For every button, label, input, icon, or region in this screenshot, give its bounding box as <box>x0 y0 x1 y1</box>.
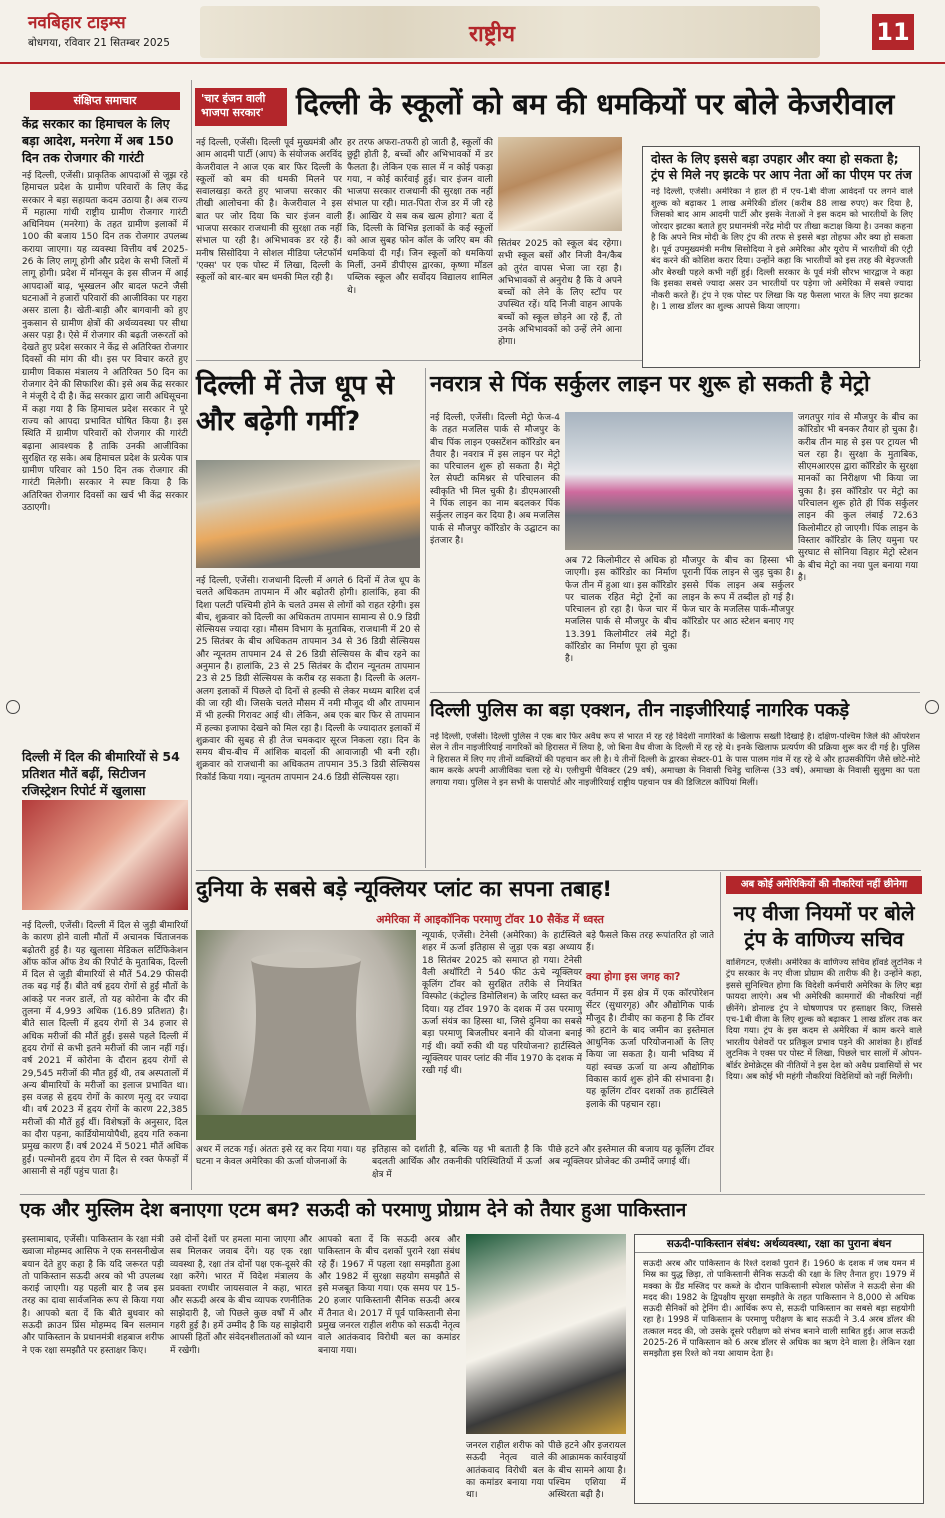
nuclear-question-subhead: क्या होगा इस जगह का? <box>586 971 681 983</box>
trump-box-headline[interactable]: दोस्त के लिए इससे बड़ा उपहार और क्या हो सकता है; ट्रंप से मिले नए झटके पर आप नेता ओं का पीएम पर तंज <box>651 151 912 182</box>
issue-date: बोधगया, रविवार 21 सितम्बर 2025 <box>28 37 170 49</box>
metro-train-photo <box>565 412 793 550</box>
cooling-tower-photo <box>196 930 416 1140</box>
brief-1-headline[interactable]: केंद्र सरकार का हिमाचल के लिए बड़ा आदेश, मनरेगा में अब 150 दिन तक रोजगार की गारंटी <box>22 116 174 165</box>
metro-body-col-4: जगतपुर गांव से मौजपुर के बीच का कॉरिडोर भी बनकर तैयार हो चुका है। करीब तीन माह से इस पर ट्रायल भी चल रहा है। सुरक्षा के मुताबिक, सीएमआरएस द्वारा कॉरिडोर के सुरक्षा मानकों का निरीक्षण भी किया जा चुका है। इस कॉरिडोर पर मेट्रो का परिचालन शुरू होते ही पिंक सर्कुलर लाइन की कुल लंबाई 72.63 किलोमीटर हो जाएगी। पिंक लाइन के विस्तार कॉरिडोर के लिए यमुना पर सुरघाट से सोनिया विहार मेट्रो स्टेशन के बीच मेट्रो का नया पुल बनाया गया है। <box>798 413 918 583</box>
registration-mark <box>6 700 20 714</box>
saudi-body-col-2: उसे दोनों देशों पर हमला माना जाएगा और सब मिलकर जवाब देंगे। यह एक रक्षा व्यवस्था है, रक्षा तंत्र दोनों पक्ष एक-दूसरे की रक्षा करेंगे। भारत में विदेश मंत्रालय के प्रवक्ता रणधीर जायसवाल ने कहा, भारत और सऊदी अरब के बीच व्यापक रणनीतिक साझेदारी है, जो पिछले कुछ वर्षों में और गहरी हुई है। हमें उम्मीद है कि यह साझेदारी आपसी हितों और संवेदनशीलताओं को ध्यान में रखेगी। <box>170 1235 312 1356</box>
visa-headline[interactable]: नए वीजा नियमों पर बोले ट्रंप के वाणिज्य सचिव <box>733 901 915 951</box>
police-story <box>430 700 920 855</box>
kejriwal-body-col-3: सितंबर 2025 को स्कूल बंद रहेगा। सभी स्कूल बसों और निजी वैन/कैब को तुरंत वापस भेजा जा रहा है। अभिभावकों से अनुरोध है कि वे अपने बच्चों को लेने के लिए स्टॉप पर उपस्थित रहें। यदि निजी वाहन आपके बच्चों को स्कूल छोड़ने आ रहे हैं, तो उनके अभिभावकों को उन्हें लेने आना होगा। <box>498 239 622 348</box>
trump-visa-box <box>642 146 920 368</box>
police-body: नई दिल्ली, एजेंसी। दिल्ली पुलिस ने एक बार फिर अवैध रूप से भारत में रह रहे विदेशी नागरिकों के खिलाफ सख्ती दिखाई है। दक्षिण-पश्चिम जिले की ऑपरेशन सेल ने तीन नाइजीरियाई नागरिकों को हिरासत में लिया है, जो बिना वैध वीजा के दिल्ली में रह रहे थे। इनके खिलाफ प्रत्यर्पण की प्रक्रिया शुरू कर दी गई है। पुलिस ने हिरासत में लिए गए तीनों व्यक्तियों की पहचान कर ली है। ये तीनों दिल्ली के द्वारका सेक्टर-01 के पास पालम गांव में रह रहे थे और हाउसकीपिंग जैसे छोटे-मोटे काम करके अपनी आजीविका चला रहे थे। एलीचुमी चैविक्टर (29 वर्ष), अमाच्छा के निवासी चिनेडु चालिन्स (33 वर्ष), अमाच्छा के निवासी सुलुमा का पता लगाया गया। पुलिस ने इन सभी के पासपोर्ट और नाइजीरियाई राष्ट्रीय पहचान पत्र की डिजिटल कॉपियां मिलीं। <box>430 732 920 788</box>
metro-body-col-2: अब 72 किलोमीटर से अधिक हो जाएगी। इस कॉरिडोर का निर्माण फेज तीन में हुआ था। इस कॉरिडोर पर चालक रहित मेट्रो ट्रेनों का परिचालन हो रहा है। फेज चार में मजलिस पार्क से मौजपुर के बीच 13.391 किलोमीटर लंबे मेट्रो कॉरिडोर का निर्माण पूरा हो चुका है। <box>565 556 677 665</box>
metro-body-col-3: मौजपुर के बीच का हिस्सा भी पूरानी पिंक लाइन से जुड़ चुका है। इससे पिंक लाइन अब सर्कुलर लाइन के रूप में तब्दील हो गई है। फेज चार के मजलिस पार्क-मौजपुर कॉरिडोर पर आठ स्टेशन बनाए गए हैं। <box>682 556 794 640</box>
nuclear-headline[interactable]: दुनिया के सबसे बड़े न्यूक्लियर प्लांट का सपना तबाह! <box>196 877 613 902</box>
column-divider <box>720 872 721 1192</box>
heart-illustration-image <box>22 800 188 910</box>
briefs-section-tag: संक्षिप्त समाचार <box>30 92 180 110</box>
brief-2-headline[interactable]: दिल्ली में दिल की बीमारियों से 54 प्रतिशत मौतें बढ़ीं, सिटीजन रजिस्ट्रेशन रिपोर्ट में खुलासा <box>22 749 180 798</box>
saudi-caption-1: जनरल राहील शरीफ को सऊदी नेतृत्व वाले आतंकवाद विरोधी बल का कमांडर बनाया गया था। <box>466 1441 544 1501</box>
brief-2-body: नई दिल्ली, एजेंसी। दिल्ली में दिल से जुड़ी बीमारियों के कारण होने वाली मौतों में अचानक चिंताजनक बढ़ोतरी हुई है। यह खुलासा मेडिकल सर्टिफिकेशन ऑफ कॉज ऑफ डेथ की रिपोर्ट के मुताबिक, दिल्ली में दिल से जुड़ी बीमारियों से मौतें 54.29 फीसदी तक बढ़ गई हैं। बीते वर्ष हृदय रोगों से हुई मौतों के आंकड़े पर नजर डालें, तो यह कोरोना के दौर की तुलना में 4,993 अधिक (16.89 प्रतिशत) है। बीते साल दिल्ली में हृदय रोगों से 34 हजार से अधिक मरीजों की मौतें हुईं। इससे पहले दिल्ली में हृदय रोगों से कभी इतने मरीजों की जान नहीं गई। वर्ष 2021 में कोरोना के दौरान हृदय रोगों से 29,545 मरीजों की मौत हुई थी, तब अस्पतालों में अन्य बीमारियों के मरीजों का इलाज प्रभावित था। इस वजह से हृदय रोगों के कारण मृत्यु दर ज्यादा थी। वर्ष 2023 में हृदय रोगों के कारण 22,385 मरीजों की मौतें हुई थीं। विशेषज्ञों के अनुसार, दिल का दौरा पड़ना, कार्डियोमायोपैथी, हृदय गति रुकना प्रमुख कारण हैं। वर्ष 2024 में 5021 मौतें अधिक हुईं। पल्मोनरी हृदय रोग में दिल से रक्त फेफड़ों में आसानी से नहीं पहुंच पाता है। <box>22 921 188 1177</box>
registration-mark <box>925 700 939 714</box>
brief-1-body: नई दिल्ली, एजेंसी। प्राकृतिक आपदाओं से जूझ रहे हिमाचल प्रदेश के ग्रामीण परिवारों के लिए केंद्र सरकार ने बड़ा सहायता कदम उठाया है। अब राज्य में महात्मा गांधी राष्ट्रीय ग्रामीण रोजगार गारंटी अधिनियम (मनरेगा) के तहत ग्रामीण इलाकों में 100 की बजाय 150 दिन तक रोजगार उपलब्ध कराया जाएगा। यह व्यवस्था वित्तीय वर्ष 2025-26 के लिए लागू होगी और प्रदेश के सभी जिलों में लागू होगी। प्रदेश में मॉनसून के इस सीजन में आई आपदाओं बाढ़, भूस्खलन और बादल फटने जैसी घटनाओं ने हजारों परिवारों की आजीविका पर गहरा असर डाला है। खेती-बाड़ी और बागवानी को हुए नुकसान से ग्रामीण क्षेत्रों की अर्थव्यवस्था पर सीधा असर पड़ा है। ऐसे में रोजगार की बढ़ती जरूरतों को देखते हुए प्रदेश सरकार ने केंद्र से अतिरिक्त रोजगार दिवसों की मांग की थी। इस पर विचार करते हुए ग्रामीण विकास मंत्रालय ने अतिरिक्त 50 दिन का रोजगार देने की सिफारिश की। इसे अब केंद्र सरकार ने मंजूरी दे दी है। केंद्र सरकार द्वारा जारी अधिसूचना में कहा गया है कि हिमाचल प्रदेश सरकार ने पूरे राज्य को आपदा प्रभावित घोषित किया है। इस स्थिति में ग्रामीण परिवारों को रोजगार की गारंटी बढ़ाना आवश्यक है ताकि उनकी आजीविका सुरक्षित रह सके। अब हिमाचल प्रदेश के प्रत्येक पात्र ग्रामीण परिवार को 150 दिन तक रोजगार की गारंटी मिलेगी। सरकार ने स्पष्ट किया है कि अतिरिक्त रोजगार दिवसों का खर्च भी केंद्र सरकार उठाएगी। <box>22 171 188 514</box>
nuclear-body-col-3-top: बड़े फैसले किस तरह रूपांतरित हो जाते हैं। <box>586 931 714 954</box>
section-divider <box>430 692 920 693</box>
nuclear-body-bottom-2: इतिहास को दर्शाती है, बल्कि यह भी बताती है कि बदलती आर्थिक और तकनीकी परिस्थितियों में ऊर्जा क्षेत्र में <box>372 1145 542 1180</box>
saudi-body-col-3: आपको बता दें कि सऊदी अरब और पाकिस्तान के बीच दशकों पुराने रक्षा संबंध रहे हैं। 1967 में पहला रक्षा समझौता हुआ और 1982 में सुरक्षा सहयोग समझौते से इसे मजबूत किया गया। एक समय पर 15-20 हजार पाकिस्तानी सैनिक सऊदी अरब में तैनात थे। 2017 में पूर्व पाकिस्तानी सेना प्रमुख जनरल राहील शरीफ को सऊदी नेतृत्व वाले आतंकवाद विरोधी बल का कमांडर बनाया गया। <box>318 1235 460 1356</box>
visa-kicker: अब कोई अमेरिकियों की नौकरियां नहीं छीनेगा <box>726 876 922 894</box>
column-divider <box>425 368 426 868</box>
page-number: 11 <box>872 14 914 50</box>
kejriwal-kicker: 'चार इंजन वाली भाजपा सरकार' <box>195 88 287 126</box>
nuclear-body-bottom-3: पीछे हटने और इस्तेमाल की बजाय यह कूलिंग टॉवर अब न्यूक्लियर प्रोजेक्ट की उम्मीदें जगाई थीं। <box>548 1145 714 1168</box>
metro-body-col-1: नई दिल्ली, एजेंसी। दिल्ली मेट्रो फेज-4 के तहत मजलिस पार्क से मौजपुर के बीच पिंक लाइन एक्सटेंशन कॉरिडोर बन तैयार है। नवरात्र में इस लाइन पर मेट्रो का परिचालन शुरू हो सकता है। मेट्रो रेल सेफ्टी कमिश्नर से परिचालन की स्वीकृति भी मिल चुकी है। डीएमआरसी ने पिंक लाइन का नाम बदलकर पिंक सर्कुलर लाइन कर दिया है। अब मजलिस पार्क से मौजपुर कॉरिडोर के उद्घाटन का इंतजार है। <box>430 413 560 546</box>
trump-box-body: नई दिल्ली, एजेंसी। अमेरिका ने हाल ही में एच-1बी वीजा आवेदनों पर लगने वाले शुल्क को बढ़ाकर 1 लाख अमेरिकी डॉलर (करीब 88 लाख रुपए) कर दिया है, जिसको बाद आम आदमी पार्टी और इसके नेताओं ने इस कदम को भारतीयों के लिए जोरदार झटका बताते हुए प्रधानमंत्री नरेंद्र मोदी पर तीखा कटाक्ष किया है। उनका कहना है कि अपने मित्र मोदी के लिए ट्रंप की तरफ से इससे बड़ा तोहफा और क्या हो सकता है। पूर्व उपमुख्यमंत्री मनीष सिसोदिया ने इसे अमेरिका और यूरोप में भारतीयों की एंट्री बंद करने की कोशिश करार दिया। उन्होंने कहा कि भारतीयों को इस तरह की बेइज्जती और बेरुखी पहले कभी नहीं हुई। दिल्ली सरकार के पूर्व मंत्री सौरभ भारद्वाज ने कहा कि इसका सबसे ज्यादा असर उन भारतीयों पर पड़ेगा जो अमेरिका में सबसे ज्यादा नौकरी करते हैं। ट्रंप ने एक पोस्ट पर लिखा कि यह फैसला भारत के लिए नया झटका है। 1 लाख डॉलर का शुल्क आपसे किया जाएगा। <box>651 187 913 312</box>
section-title: राष्ट्रीय <box>468 22 515 47</box>
saudi-headline[interactable]: एक और मुस्लिम देश बनाएगा एटम बम? सऊदी को परमाणु प्रोग्राम देने को तैयार हुआ पाकिस्तान <box>20 1199 687 1221</box>
police-headline[interactable]: दिल्ली पुलिस का बड़ा एक्शन, तीन नाइजीरियाई नागरिक पकड़े <box>430 700 850 721</box>
nuclear-body-col-2: न्यूयार्क, एजेंसी। टेनेसी (अमेरिका) के हार्टस्विले शहर में ऊर्जा इतिहास से जुड़ा एक बड़ा अध्याय 18 सितंबर 2025 को समाप्त हो गया। टेनेसी वैली अथॉरिटी ने 540 फीट ऊंचे न्यूक्लियर कूलिंग टॉवर को सुरक्षित तरीके से नियंत्रित विस्फोट (कंट्रोल्ड डिमोलिशन) के जरिए ध्वस्त कर दिया। यह टॉवर 1970 के दशक में उस परमाणु ऊर्जा संयंत्र का हिस्सा था, जिसे दुनिया का सबसे बड़ा परमाणु बिजलीघर बनाने की योजना बनाई गई थी। क्यों रुकी थी यह परियोजना? हार्टस्विले न्यूक्लियर पावर प्लांट की नींव 1970 के दशक में रखी गई थी। <box>422 931 582 1077</box>
kejriwal-body-col-1: नई दिल्ली, एजेंसी। दिल्ली पूर्व मुख्यमंत्री और आम आदमी पार्टी (आप) के संयोजक अरविंद केजरीवाल ने आज एक बार फिर दिल्ली के स्कूलों को बम की धमकी मिलने पर सवालखड़ा करते हुए भाजपा सरकार की तीखी आलोचना की है। केजरीवाल ने इस बात पर जोर दिया कि चार इंजन वाली भाजपा सरकार राजधानी की सुरक्षा तक नहीं संभाल पा रही है। अभिभावक डर रहे हैं। मनीष सिसोदिया ने सोशल मीडिया प्लेटफॉर्म 'एक्स' पर एक पोस्ट में लिखा, दिल्ली के स्कूलों को बार-बार बम धमकी मिल रही है। <box>196 138 342 284</box>
kejriwal-photo <box>498 137 622 231</box>
paper-name: नवबिहार टाइम्स <box>28 13 126 33</box>
saudi-body-col-1: इस्लामाबाद, एजेंसी। पाकिस्तान के रक्षा मंत्री ख्वाजा मोहम्मद आसिफ ने एक सनसनीखेज बयान देते हुए कहा है कि यदि जरूरत पड़ी तो पाकिस्तान सऊदी अरब को भी उपलब्ध कराई जाएगी। यह पहली बार है जब इस तरह का दावा सार्वजनिक रूप से किया गया है। आपको बता दें कि बीते बुधवार को सऊदी क्राउन प्रिंस मोहम्मद बिन सलमान और पाकिस्तान के प्रधानमंत्री शहबाज शरीफ ने एक रक्षा समझौते पर हस्ताक्षर किए। <box>22 1235 164 1356</box>
column-divider <box>191 80 192 1190</box>
heat-headline[interactable]: दिल्ली में तेज धूप से और बढ़ेगी गर्मी? <box>196 370 395 437</box>
saudi-relations-box <box>634 1234 924 1504</box>
nuclear-subheadline: अमेरिका में आइकॉनिक परमाणु टॉवर 10 सैकेंड में ध्वस्त <box>376 913 604 926</box>
nuclear-body-col-3: वर्तमान में इस क्षेत्र में एक कॉरपोरेशन सेंटर (सुधारगृह) और औद्योगिक पार्क मौजूद है। टीवीए का कहना है कि टॉवर को हटाने के बाद जमीन का इस्तेमाल आधुनिक ऊर्जा परियोजनाओं के लिए किया जा सकता है। यानी भविष्य में यहां स्वच्छ ऊर्जा या अन्य औद्योगिक विकास कार्य शुरू होने की संभावना है। यह कूलिंग टॉवर दशकों तक हार्टस्विले इलाके की पहचान रहा। <box>586 989 714 1110</box>
heat-crowd-photo <box>196 460 420 568</box>
metro-headline[interactable]: नवरात्र से पिंक सर्कुलर लाइन पर शुरू हो सकती है मेट्रो <box>430 372 870 397</box>
kejriwal-headline[interactable]: दिल्ली के स्कूलों को बम की धमकियों पर बोले केजरीवाल <box>296 87 895 121</box>
nuclear-body-bottom-1: अधर में लटक गई। अंततः इसे रद्द कर दिया गया। यह घटना न केवल अमेरिका की ऊर्जा योजनाओं के <box>196 1145 366 1168</box>
cooling-tower-icon <box>196 930 416 1140</box>
kejriwal-body-col-2: हर तरफ अफरा-तफरी हो जाती है, स्कूलों की छुट्टी होती है, बच्चों और अभिभावकों में डर फैलता है। लेकिन एक साल में न कोई पकड़ा गया, न कोई कार्रवाई हुई। चार इंजन वाली भाजपा सरकार राजधानी की सुरक्षा तक नहीं संभाल पा रही। मात-पिता रोज डर में जी रहे हैं। आखिर ये सब कब खत्म होगा? बता दें कि, दिल्ली के विभिन्न इलाकों के कई स्कूलों को आज सुबह फोन कॉल के जरिए बम की धमकियां दी गईं। जिन स्कूलों को धमकियां मिलीं, उनमें डीपीएस द्वारका, कृष्णा मॉडल पब्लिक स्कूल और सर्वोदय विद्यालय शामिल थे। <box>347 138 493 296</box>
visa-body: वाशिंगटन, एजेंसी। अमेरिका के वाणिज्य सचिव हॉवर्ड लुटनिक ने ट्रंप सरकार के नए वीजा प्रोग्राम की तारीफ की है। उन्होंने कहा, इससे सुनिश्चित होगा कि विदेशी कर्मचारी अमेरिका के लिए बड़ा फायदा लाएंगे। अब भी अमेरिकी कामगारों की नौकरियां नहीं छीनेंगे। डोनाल्ड ट्रंप ने घोषणापत्र पर हस्ताक्षर किए, जिससे एच-1बी वीजा के लिए शुल्क को बढ़ाकर 1 लाख डॉलर तक कर दिया गया। ट्रंप के इस कदम से अमेरिका में काम करने वाले भारतीय पेशेवरों पर प्रतिकूल प्रभाव पड़ने की आशंका है। हॉवर्ड लुटनिक ने एक्स पर पोस्ट में लिखा, पिछले चार सालों में ओपन-बॉर्डर डेमोक्रेट्स की नीतियों ने इस देश को अवैध प्रवासियों से भर दिया। अब कोई भी महंगी नौकरियां विदेशियों को नहीं मिलेंगी। <box>726 958 922 1083</box>
saudi-pakistan-leaders-photo <box>466 1234 626 1434</box>
saudi-box-title: सऊदी-पाकिस्तान संबंध: अर्थव्यवस्था, रक्षा का पुराना बंधन <box>635 1235 923 1253</box>
masthead <box>0 0 945 64</box>
saudi-box-body: सऊदी अरब और पाकिस्तान के रिश्ते दशकों पुराने हैं। 1960 के दशक में जब यमन में मिस्र का युद्ध छिड़ा, तो पाकिस्तानी सैनिक सऊदी की रक्षा के लिए तैनात हुए। 1979 में मक्का के ग्रैंड मस्जिद पर कब्जे के दौरान पाकिस्तानी स्पेशल फोर्सेज ने सऊदी सेना की मदद की। 1982 के द्विपक्षीय सुरक्षा समझौते के तहत पाकिस्तान ने 8,000 से अधिक सऊदी सैनिकों को ट्रेनिंग दी। आर्थिक रूप से, सऊदी पाकिस्तान का सबसे बड़ा सहयोगी रहा है। 1998 में पाकिस्तान के परमाणु परीक्षण के बाद सऊदी ने 3.4 अरब डॉलर की तत्काल मदद की, जो उसके दूसरे परीक्षण को संभव बनाने वाली साबित हुई। आज सऊदी 2025-26 में पाकिस्तान को 6 अरब डॉलर से अधिक का ऋण देने वाला है। लेकिन रक्षा समझौता इस रिश्ते को नया आयाम देता है। <box>643 1259 915 1360</box>
heat-body: नई दिल्ली, एजेंसी। राजधानी दिल्ली में अगले 6 दिनों में तेज धूप के चलते अधिकतम तापमान में और बढ़ोतरी होगी। हालांकि, हवा की दिशा पलटी पश्चिमी होने के चलते उमस से लोगों को राहत रहेगी। इस बीच, शुक्रवार को दिल्ली का अधिकतम तापमान सामान्य से 0.9 डिग्री सेल्सियस ज्यादा रहा। मौसम विभाग के मुताबिक, राजधानी में 20 से 25 सितंबर के बीच अधिकतम तापमान 34 से 36 डिग्री सेल्सियस और न्यूनतम तापमान 24 से 26 डिग्री सेल्सियस के बीच रहने का अनुमान है। हालांकि, 23 से 25 सितंबर के दौरान न्यूनतम तापमान 23 से 25 डिग्री सेल्सियस के करीब रह सकता है। दिल्ली के अलग-अलग इलाकों में पिछले दो दिनों से हल्की से लेकर मध्यम बारिश दर्ज की जा रही थी। जिसके चलते मौसम में नमी मौजूद थी और तापमान में भी हल्की गिरावट आई थी। लेकिन, अब एक बार फिर से तापमान में हल्का इजाफा देखने को मिल रहा है। दिल्ली के ज्यादातर इलाकों में शुक्रवार की सुबह से ही तेज चमकदार सूरज निकला रहा। दिन के समय बीच-बीच में आंशिक बादलों की आवाजाही भी बनी रही। शुक्रवार को राजधानी का अधिकतम तापमान 35.3 डिग्री सेल्सियस रिकॉर्ड किया गया। न्यूनतम तापमान 24.6 डिग्री सेल्सियस रहा। <box>196 576 420 783</box>
saudi-caption-2: पीछे हटने और इजरायल की आक्रामक कार्रवाइयों के बीच सामने आया है। पश्चिम एशिया में अस्थिरता बढ़ी है। <box>548 1441 626 1501</box>
